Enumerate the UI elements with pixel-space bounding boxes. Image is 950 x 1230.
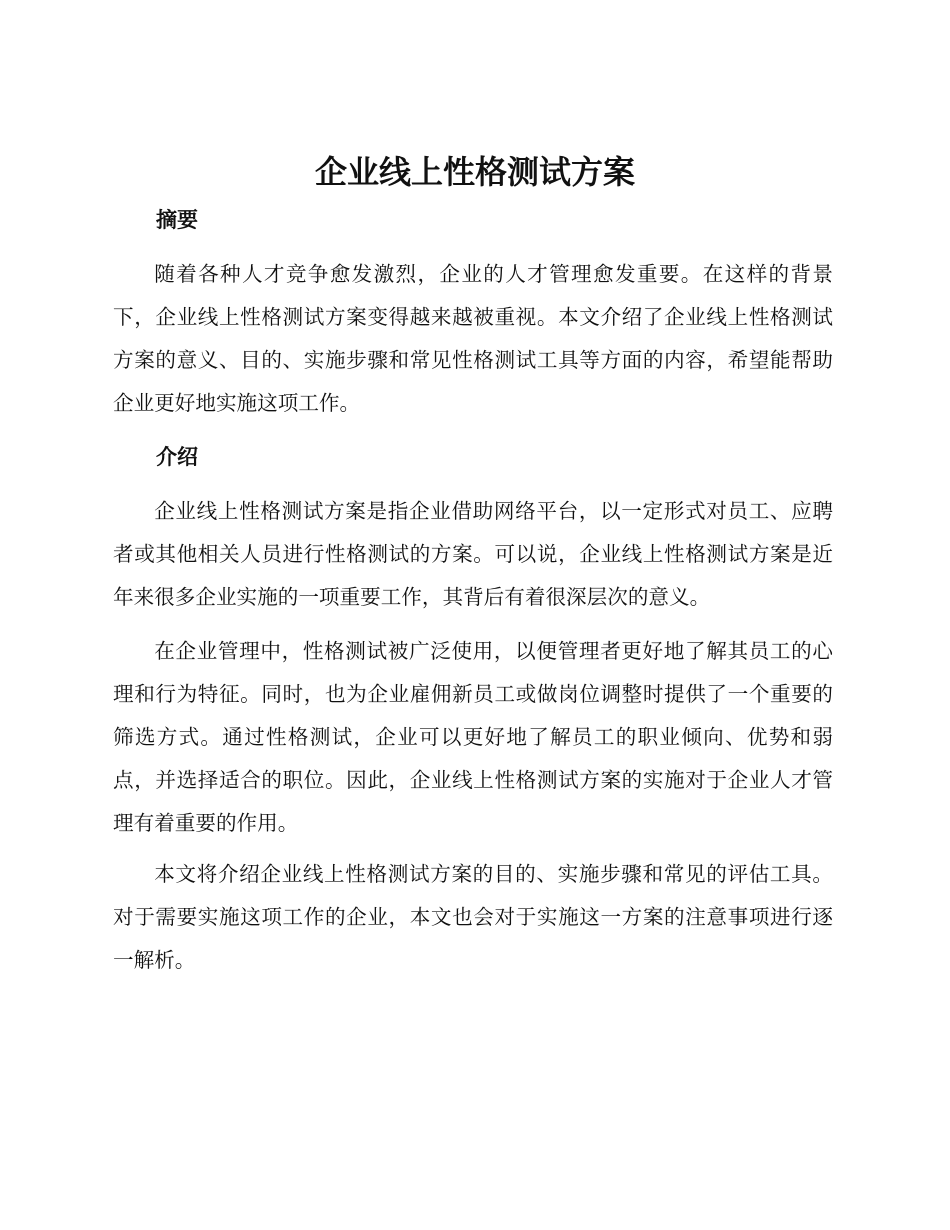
section-heading-introduction: 介绍 <box>156 445 198 469</box>
intro-paragraph-3: 本文将介绍企业线上性格测试方案的目的、实施步骤和常见的评估工具。对于需要实施这项工作的企业，本文也会对于实施这一方案的注意事项进行逐一解析。 <box>113 862 833 972</box>
abstract-paragraph: 随着各种人才竞争愈发激烈，企业的人才管理愈发重要。在这样的背景下，企业线上性格测试方案变得越来越被重视。本文介绍了企业线上性格测试方案的意义、目的、实施步骤和常见性格测试工具等方面的内容，希望能帮助企业更好地实施这项工作。 <box>113 262 833 415</box>
intro-paragraph-2: 在企业管理中，性格测试被广泛使用，以便管理者更好地了解其员工的心理和行为特征。同时，也为企业雇佣新员工或做岗位调整时提供了一个重要的筛选方式。通过性格测试，企业可以更好地了解员工的职业倾向、优势和弱点，并选择适合的职位。因此，企业线上性格测试方案的实施对于企业人才管理有着重要的作用。 <box>113 639 833 835</box>
section-heading-abstract: 摘要 <box>156 208 198 232</box>
document-title: 企业线上性格测试方案 <box>314 153 635 191</box>
intro-paragraph-1: 企业线上性格测试方案是指企业借助网络平台，以一定形式对员工、应聘者或其他相关人员进行性格测试的方案。可以说，企业线上性格测试方案是近年来很多企业实施的一项重要工作，其背后有着很深层次的意义。 <box>113 499 833 609</box>
